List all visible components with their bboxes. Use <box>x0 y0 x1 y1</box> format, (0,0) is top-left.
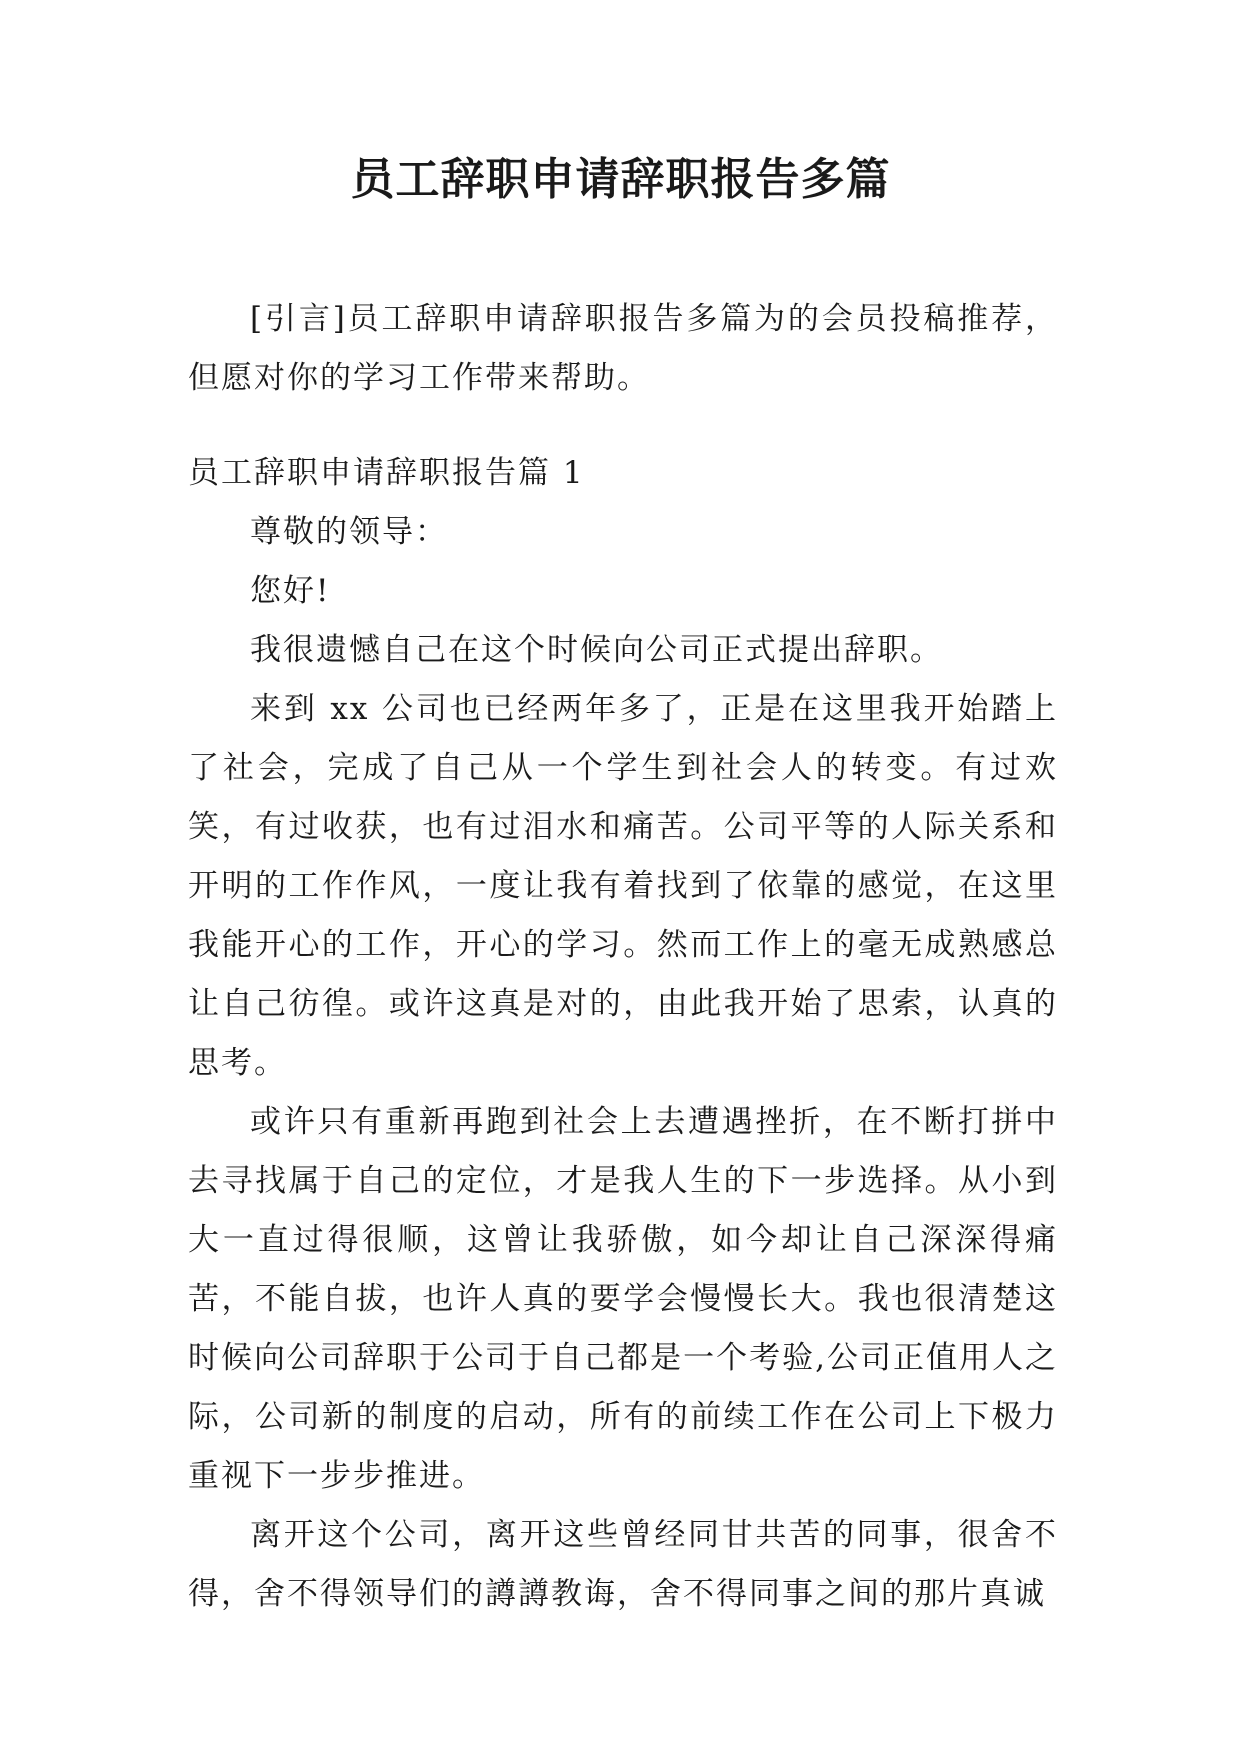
document-title: 员工辞职申请辞职报告多篇 <box>350 154 891 205</box>
body-paragraph: 或许只有重新再跑到社会上去遭遇挫折，在不断打拼中去寻找属于自己的定位，才是我人生的下一步选择。从小到大一直过得很顺，这曾让我骄傲，如今却让自己深深得痛苦，不能自拔，也许人真的要学会慢慢长大。我也很清楚这时候向公司辞职于公司于自己都是一个考验,公司正值用人之际，公司新的制度的启动，所有的前续工作在公司上下极力重视下一步步推进。 <box>188 1104 1058 1494</box>
section-gap <box>188 408 1058 444</box>
body-paragraph: 我很遗憾自己在这个时候向公司正式提出辞职。 <box>250 632 943 668</box>
intro-paragraph: [引言]员工辞职申请辞职报告多篇为的会员投稿推荐，但愿对你的学习工作带来帮助。 <box>188 301 1058 396</box>
salutation: 尊敬的领导： <box>250 514 448 550</box>
section-heading: 员工辞职申请辞职报告篇 1 <box>188 455 585 491</box>
document-body <box>188 290 1058 1624</box>
body-paragraph: 来到 xx 公司也已经两年多了，正是在这里我开始踏上了社会，完成了自己从一个学生到社会人的转变。有过欢笑，有过收获，也有过泪水和痛苦。公司平等的人际关系和开明的工作作风，一度让我有着找到了依靠的感觉，在这里我能开心的工作，开心的学习。然而工作上的毫无成熟感总让自己彷徨。或许这真是对的，由此我开始了思索，认真的思考。 <box>188 691 1058 1081</box>
greeting: 您好! <box>250 573 331 609</box>
body-paragraph: 离开这个公司，离开这些曾经同甘共苦的同事，很舍不得，舍不得领导们的譐譐教诲，舍不得同事之间的那片真诚 <box>188 1517 1058 1612</box>
